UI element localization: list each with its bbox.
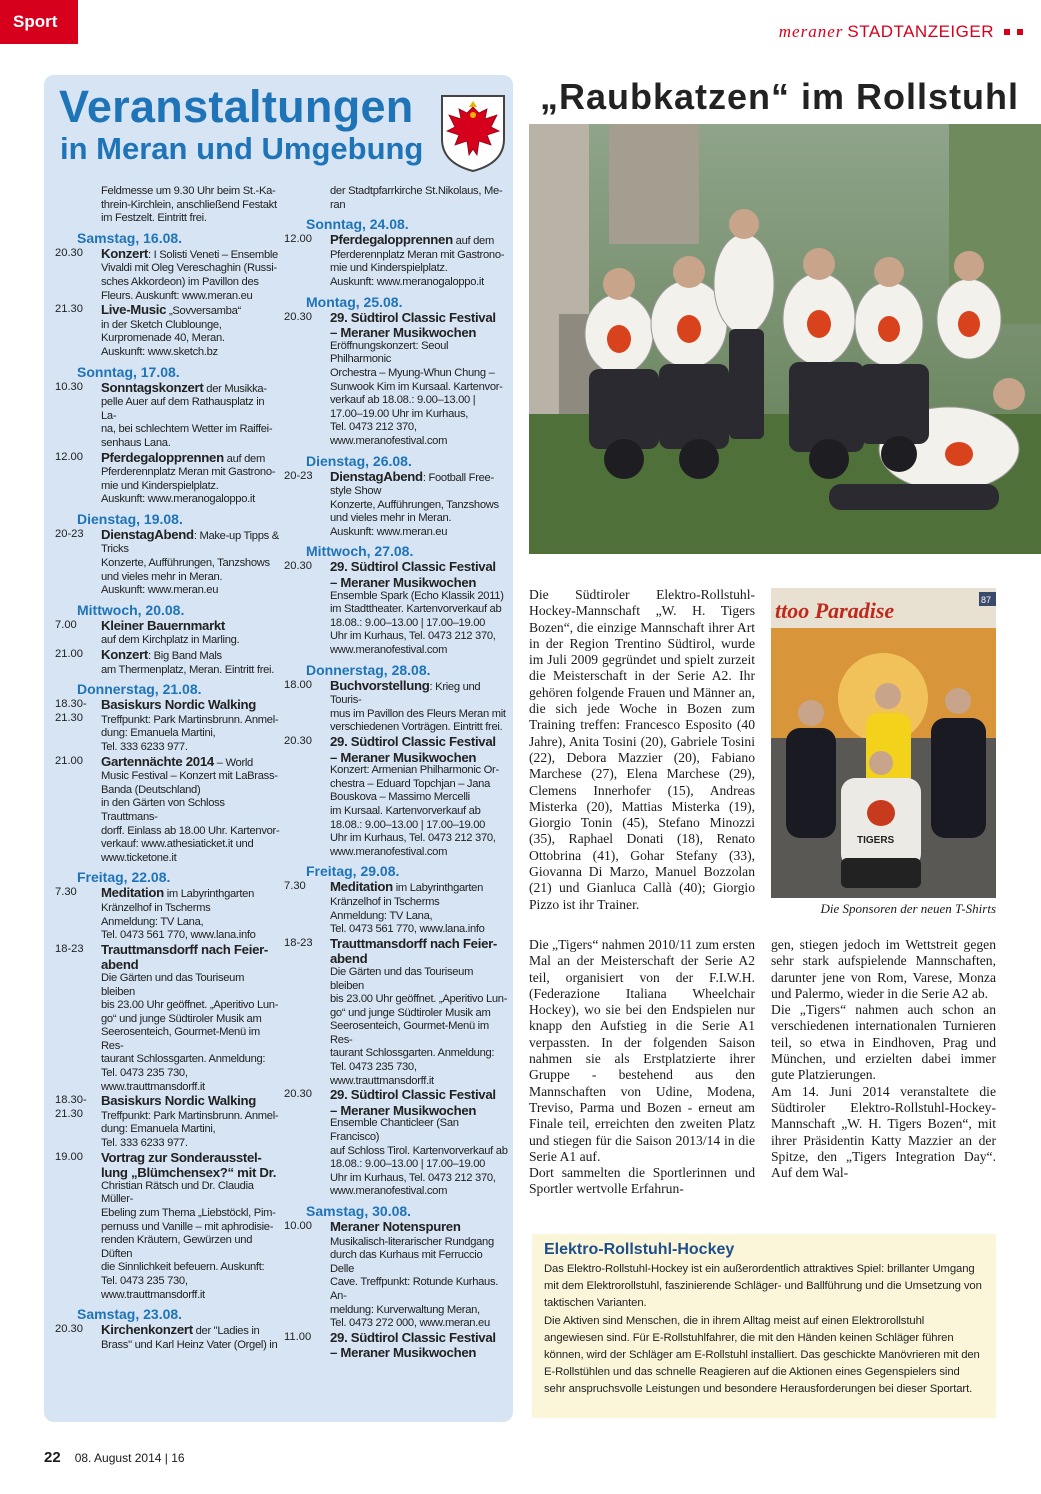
event-text-line: www.meranofestival.com: [330, 434, 448, 447]
house-number: 87: [981, 595, 992, 605]
event-time: 20-23: [55, 527, 84, 540]
masthead-title: STADTANZEIGER: [847, 22, 994, 41]
event-text-line: Tel. 0473 561 770, www.lana.info: [101, 929, 256, 942]
event-date-heading: Mittwoch, 20.08.: [77, 601, 185, 618]
event-text-line: go“ und junge Südtiroler Musik am: [330, 1006, 491, 1019]
event-text-line: Tel. 333 6233 977.: [101, 1137, 188, 1150]
event-title-line: [330, 470, 509, 486]
event-title-line: [101, 528, 280, 544]
event-title: Vortrag zur Sonderausstel-: [101, 1149, 262, 1165]
event-text-line: Auskunft: www.meran.eu: [101, 584, 219, 597]
article-title: „Raubkatzen“ im Rollstuhl: [540, 76, 1020, 117]
event-text-line: am Thermenplatz, Meran. Eintritt frei.: [101, 663, 275, 676]
event-text-line: www.ticketone.it: [101, 851, 177, 864]
square-icon: [1017, 29, 1023, 35]
event-text-line: Musikalisch-literarischer Rundgang: [330, 1235, 494, 1248]
event-text-line: die Sinnlichkeit befeuern. Auskunft:: [101, 1261, 265, 1274]
event-title: 29. Südtirol Classic Festival: [330, 559, 496, 575]
event-entry: [55, 451, 280, 507]
section-label: Sport: [13, 12, 58, 31]
event-title-line: [330, 1220, 509, 1236]
event-title-line: [330, 735, 509, 751]
event-text-line: Brass" und Karl Heinz Vater (Orgel) in: [101, 1338, 278, 1351]
event-title-line: [330, 679, 509, 708]
event-body: [330, 1088, 509, 1199]
event-body: [101, 886, 280, 942]
event-title: Meditation: [330, 879, 393, 895]
event-title-line: [101, 247, 280, 263]
event-text-line: Feldmesse um 9.30 Uhr beim St.-Ka-: [101, 185, 276, 197]
page-footer: [44, 1449, 185, 1466]
square-icon: [1004, 29, 1010, 35]
event-date-heading: Samstag, 16.08.: [77, 229, 183, 246]
event-body: [101, 247, 280, 303]
event-text-line: na, bei schlechtem Wetter im Raiffei-: [101, 423, 273, 436]
event-title: Pferdegalopprennen: [101, 449, 224, 465]
event-time: 21.00: [55, 648, 83, 661]
event-text-line: in der Sketch Clublounge,: [101, 318, 222, 331]
event-text-line: verkauf: www.athesiaticket.it und: [101, 838, 254, 851]
event-time: 11.00: [284, 1330, 312, 1343]
article-text-col2: [771, 937, 996, 1181]
event-time: 7.30: [55, 886, 77, 899]
event-text-line: chestra – Eduard Topchjan – Jana: [330, 777, 490, 790]
event-date-heading: Freitag, 22.08.: [77, 869, 171, 886]
event-text-line: : Make-up Tipps &: [193, 529, 279, 542]
event-title-line: [101, 1094, 280, 1110]
event-title: 29. Südtirol Classic Festival: [330, 1087, 496, 1103]
info-box-paragraph: Das Elektro-Rollstuhl-Hockey ist ein außerordentlich attraktives Spiel: brillanter Umgang mit dem Elektrorollstuhl, faszinierende Schläger- und Ballführung und die Umsetzung von taktischen Varianten.: [544, 1263, 982, 1310]
shirt-text: TIGERS: [857, 835, 895, 846]
event-entry: [55, 619, 280, 648]
event-time: 18-23: [55, 942, 84, 955]
event-text-line: Kränzelhof in Tscherms: [101, 901, 211, 914]
event-title: 29. Südtirol Classic Festival: [330, 734, 496, 749]
events-column-2: [284, 185, 509, 1360]
event-entry: [284, 735, 509, 859]
event-text-line: renden Kräutern, Gewürzen und Düften: [101, 1234, 253, 1260]
article-text-col1b: [529, 937, 755, 1198]
event-text-line: www.trauttmansdorff.it: [330, 1074, 434, 1087]
event-time: 20.30: [284, 310, 312, 323]
event-body: [330, 1331, 509, 1360]
event-text-line: Konzerte, Aufführungen, Tanzshows: [330, 498, 499, 511]
event-text-line: – World: [213, 756, 253, 769]
event-text-line: der Musikka-: [203, 382, 267, 395]
event-title: Pferdegalopprennen: [330, 232, 453, 248]
sponsors-photo: [771, 588, 996, 898]
event-title-line: [330, 1088, 509, 1104]
event-text-line: abend: [101, 957, 139, 973]
event-text-line: threin-Kirchlein, anschließend Festakt: [101, 198, 277, 211]
event-title-line: [330, 233, 509, 249]
event-text-line: abend: [330, 951, 368, 967]
article-paragraph: Am 14. Juni 2014 veranstaltete die Südtiroler Elektro-Rollstuhl-Hockey-Mannschaft „W. H. Tigers Bozen“, mit ihrer Präsidentin Katty Mazzier an der Spitze, den „Tigers Integration Day“. Auf dem Wal-: [771, 1083, 996, 1181]
event-text-line: Kurpromenade 40, Meran.: [101, 332, 225, 345]
event-text-line: mus im Pavillon des Fleurs Meran mit: [330, 707, 506, 720]
event-title-line: [101, 381, 280, 397]
event-body: [101, 303, 280, 359]
event-entry: [55, 528, 280, 598]
event-text-line: – Meraner Musikwochen: [330, 325, 477, 341]
event-title: DienstagAbend: [101, 526, 194, 542]
event-text-line: Kränzelhof in Tscherms: [330, 895, 440, 908]
event-text-line: im Festzelt. Eintritt frei.: [101, 212, 207, 225]
event-text-line: pernuss und Vanille – mit aphrodisie-: [101, 1220, 274, 1233]
event-time: 7.00: [55, 618, 77, 631]
event-entry: [55, 247, 280, 303]
event-entry: [55, 1323, 280, 1352]
event-text-line: Tel. 333 6233 977.: [101, 741, 188, 753]
event-title-line: [101, 451, 280, 467]
event-time: 12.00: [284, 233, 312, 246]
event-title: Meraner Notenspuren: [330, 1219, 461, 1234]
event-text-line: Konzerte, Aufführungen, Tanzshows: [101, 557, 270, 570]
events-panel: [44, 75, 513, 1422]
event-time: 12.00: [55, 450, 83, 463]
event-text-line: www.meranofestival.com: [330, 845, 448, 858]
event-date-heading: Sonntag, 17.08.: [77, 363, 180, 380]
event-time: 20.30: [284, 560, 312, 573]
event-text-line: Bouskova – Massimo Mercelli: [330, 791, 470, 804]
article-paragraph: gen, stiegen jedoch im Wettstreit gegen sehr stark aufspielende Mannschaften, darunter jene von Rom, Varese, Monza und Palermo, wieder in die Serie A2 ab.: [771, 937, 996, 1001]
event-text-line: „Sovversamba“: [166, 305, 241, 318]
event-text-line: dung: Emanuela Martini,: [101, 1123, 216, 1136]
event-text-line: dung: Emanuela Martini,: [101, 727, 216, 740]
event-body: [101, 1151, 280, 1303]
info-box: [532, 1234, 996, 1418]
shop-sign-text: ttoo Paradise: [775, 598, 895, 623]
event-body: [101, 619, 280, 648]
event-entry: [284, 1331, 509, 1360]
event-entry: [55, 698, 280, 754]
event-title: 29. Südtirol Classic Festival: [330, 309, 496, 325]
event-title: Kleiner Bauernmarkt: [101, 617, 226, 633]
event-text-line: : Krieg und Touris-: [330, 680, 481, 707]
event-body: [330, 560, 509, 657]
event-title-line: [330, 560, 509, 576]
event-title-line: [101, 619, 280, 635]
info-box-title: Elektro-Rollstuhl-Hockey: [544, 1241, 735, 1258]
photo-caption: Die Sponsoren der neuen T-Shirts: [820, 901, 996, 916]
event-text-line: Tel. 0473 272 000, www.meran.eu: [330, 1317, 490, 1330]
event-title: Meditation: [101, 885, 164, 901]
event-title: Gartennächte 2014: [101, 753, 214, 769]
event-title: Trauttmansdorff nach Feier-: [330, 935, 498, 951]
event-title: Trauttmansdorff nach Feier-: [101, 941, 269, 957]
masthead: [779, 22, 1023, 42]
event-body: [101, 1323, 280, 1352]
event-entry: [55, 381, 280, 451]
event-entry: [284, 311, 509, 449]
event-text-line: Auskunft: www.sketch.bz: [101, 345, 218, 358]
event-title: Basiskurs Nordic Walking: [101, 1093, 257, 1109]
event-text-line: www.meranofestival.com: [330, 644, 448, 657]
event-date-heading: Donnerstag, 28.08.: [306, 661, 431, 678]
event-body: [330, 311, 509, 449]
page-number: 22: [44, 1449, 61, 1466]
event-text-line: 17.00–19.00 Uhr im Kurhaus,: [330, 407, 469, 420]
event-text-line: – Meraner Musikwochen: [330, 575, 477, 591]
article-text-col1a: [529, 587, 755, 913]
event-date-heading: Samstag, 23.08.: [77, 1306, 183, 1323]
event-text-line: pelle Auer auf dem Rathausplatz in La-: [101, 396, 265, 422]
event-text-line: : Big Band Mals: [148, 650, 222, 663]
event-body: [330, 1220, 509, 1331]
event-text-line: Ensemble Chanticleer (San Francisco): [330, 1117, 459, 1144]
event-text-line: im Kursaal. Kartenvorverkauf ab: [330, 804, 481, 817]
event-title: Konzert: [101, 647, 148, 663]
event-body: [101, 381, 280, 451]
event-title-line: [101, 1323, 280, 1339]
event-text-line: : I Solisti Veneti – Ensemble: [148, 248, 278, 261]
event-time: 20.30: [55, 246, 83, 259]
event-text-line: dorff. Einlass ab 18.00 Uhr. Kartenvor-: [101, 824, 280, 837]
event-text-line: Pferderennplatz Meran mit Gastrono-: [101, 466, 276, 479]
event-entry: [55, 648, 280, 677]
event-text-line: Uhr im Kurhaus, Tel. 0473 212 370,: [330, 630, 496, 643]
event-time: 20.30: [284, 1088, 312, 1101]
event-text-line: im Labyrinthgarten: [392, 882, 484, 895]
event-text-line: senhaus Lana.: [101, 436, 171, 449]
event-time: 21.00: [55, 754, 83, 767]
event-time: 20.30: [284, 735, 312, 747]
event-text-line: Treffpunkt: Park Martinsbrunn. Anmel-: [101, 1109, 279, 1122]
event-date-heading: Dienstag, 26.08.: [306, 452, 412, 469]
event-title-line: [101, 886, 280, 902]
event-title: Buchvorstellung: [330, 677, 430, 693]
event-body: [101, 528, 280, 598]
event-title: Konzert: [101, 245, 148, 261]
events-column-1: [55, 185, 280, 1352]
event-text-line: taurant Schlossgarten. Anmeldung:: [101, 1053, 266, 1066]
event-text-line: auf dem: [452, 235, 494, 248]
event-title-line: [330, 1331, 509, 1347]
event-text-line: und vieles mehr in Meran.: [330, 512, 452, 525]
event-time: 18.30-21.30: [55, 1094, 87, 1120]
event-text-line: in den Gärten von Schloss Trauttmans-: [101, 797, 225, 823]
event-text-line: verschiedenen Vorträgen. Eintritt frei.: [330, 721, 503, 734]
event-body: [330, 937, 509, 1089]
event-text-line: 18.08.: 9.00–13.00 | 17.00–19.00: [330, 1158, 486, 1171]
event-title-line: [330, 311, 509, 327]
event-text-line: 18.08.: 9.00–13.00 | 17.00–19.00: [330, 616, 486, 629]
event-text-line: Tel. 0473 561 770, www.lana.info: [330, 923, 485, 936]
event-text-line: bis 23.00 Uhr geöffnet. „Aperitivo Lun-: [101, 999, 279, 1012]
event-title: 29. Südtirol Classic Festival: [330, 1329, 496, 1345]
event-text-line: Music Festival – Konzert mit LaBrass-: [101, 770, 278, 783]
event-text-line: Seerosenteich, Gourmet-Menü im Res-: [330, 1020, 489, 1046]
events-title: Veranstaltungen: [59, 81, 414, 132]
event-text-line: Die Gärten und das Touriseum bleiben: [330, 965, 474, 992]
event-text-line: Orchestra – Myung-Whun Chung –: [330, 366, 495, 379]
event-text-line: Seerosenteich, Gourmet-Menü im Res-: [101, 1026, 260, 1052]
event-body: [330, 470, 509, 540]
event-text-line: ran: [330, 198, 346, 211]
event-time: 20.30: [55, 1323, 83, 1336]
tyrol-eagle-crest-icon: [439, 93, 507, 173]
article-paragraph: Die „Tigers“ nahmen 2010/11 zum ersten Mal an der Meisterschaft der Serie A2 teil, organisiert von der F.I.W.H. (Federazione Italiana Wheelchair Hockey), wo sie bei den Endspielen nur knapp den Aufstieg in die Serie A1 verpassten. In der folgenden Saison nahmen sie als Erstplatzierte ihrer Gruppe - bestehend aus den Mannschaften von Udine, Modena, Treviso, Parma und Bozen - erneut am Finale teil, erreichten den zweiten Platz und stiegen für die Saison 2013/14 in die Serie A1 auf.: [529, 937, 755, 1164]
event-body: [101, 648, 280, 677]
event-body: [101, 1094, 280, 1150]
event-entry: [284, 470, 509, 540]
event-body: [330, 735, 509, 859]
event-body: [101, 451, 280, 507]
event-text-line: sches Akkordeon) im Pavillon des: [101, 275, 259, 288]
event-title: Kirchenkonzert: [101, 1322, 193, 1338]
issue-date: 08. August 2014 | 16: [74, 1451, 185, 1465]
event-title-line: [101, 943, 280, 959]
event-text-line: go“ und junge Südtiroler Musik am: [101, 1012, 262, 1025]
event-body: [101, 943, 280, 1095]
event-text-line: im Labyrinthgarten: [163, 888, 255, 901]
event-title: Basiskurs Nordic Walking: [101, 697, 257, 713]
event-date-heading: Samstag, 30.08.: [306, 1203, 412, 1219]
event-entry: [284, 1220, 509, 1331]
event-text-line: mie und Kinderspielplatz.: [330, 262, 448, 275]
event-text-line: 18.08.: 9.00–13.00 | 17.00–19.00: [330, 818, 486, 831]
team-photo: [529, 124, 1041, 554]
event-body: [101, 698, 280, 754]
event-text-line: Auskunft: www.meranogaloppo.it: [101, 493, 255, 506]
event-text-line: Tel. 0473 235 730,: [101, 1274, 188, 1287]
event-time: 18-23: [284, 936, 313, 949]
event-date-heading: Dienstag, 19.08.: [77, 510, 183, 527]
event-title: Sonntagskonzert: [101, 379, 204, 395]
event-text-line: Christian Rätsch und Dr. Claudia Müller-: [101, 1179, 254, 1206]
event-text-line: im Stadttheater. Kartenvorverkauf ab: [330, 603, 502, 616]
event-text-line: Ensemble Spark (Echo Klassik 2011): [330, 589, 504, 602]
event-title: Live-Music: [101, 302, 167, 318]
event-title-line: [101, 755, 280, 771]
event-text-line: Auskunft: www.meranogaloppo.it: [330, 275, 484, 288]
event-text-line: Fleurs. Auskunft: www.meran.eu: [101, 289, 253, 302]
event-text-line: – Meraner Musikwochen: [330, 1345, 477, 1361]
event-text-line: Tel. 0473 235 730,: [101, 1067, 188, 1080]
event-text-line: www.meranofestival.com: [330, 1185, 448, 1198]
event-title-line: [101, 303, 280, 319]
event-text-line: www.trauttmansdorff.it: [101, 1080, 205, 1093]
event-text-line: www.trauttmansdorff.it: [101, 1288, 205, 1301]
event-date-heading: Sonntag, 24.08.: [306, 216, 409, 233]
event-entry: [284, 880, 509, 936]
event-body: [330, 880, 509, 936]
event-text-line: Anmeldung: TV Lana,: [330, 909, 433, 922]
event-text-line: bis 23.00 Uhr geöffnet. „Aperitivo Lun-: [330, 993, 508, 1006]
event-title: DienstagAbend: [330, 468, 423, 484]
event-text-line: und vieles mehr in Meran.: [101, 570, 223, 583]
event-text-line: mie und Kinderspielplatz.: [101, 479, 219, 492]
event-text-line: Vivaldi mit Oleg Vereschaghin (Russi-: [101, 262, 277, 275]
masthead-brand: meraner: [778, 22, 844, 41]
event-text-line: Uhr im Kurhaus, Tel. 0473 212 370,: [330, 1171, 496, 1184]
event-text-line: Cave. Treffpunkt: Rotunde Kurhaus. An-: [330, 1276, 499, 1302]
event-entry: [284, 679, 509, 735]
event-time: 20-23: [284, 469, 313, 482]
event-text-line: Ebeling zum Thema „Liebstöckl, Pim-: [101, 1207, 276, 1219]
event-title-line: [330, 880, 509, 896]
event-date-heading: Donnerstag, 21.08.: [77, 681, 202, 698]
event-entry: [284, 560, 509, 657]
event-text-line: : Football Free-: [422, 471, 494, 484]
event-entry: [55, 1094, 280, 1150]
article-paragraph: Dort sammelten die Sportlerinnen und Sportler wertvolle Erfahrun-: [529, 1165, 755, 1197]
event-text-line: Auskunft: www.meran.eu: [330, 525, 448, 538]
article-paragraph: Die Südtiroler Elektro-Rollstuhl-Hockey-Mannschaft „W. H. Tigers Bozen“, die einzige Mannschaft ihrer Art in der Region Trentino Südtirol, wurde im Juli 2009 gegründet und spielt zurzeit die Meisterschaft in der Serie A2. Ihr gehören folgende Frauen und Männer an, die sich jede Woche in Bozen zum Training treffen: Francesco Esposito (40 Jahre), Anita Tosini (20), Gabriele Tosini (22), Debora Mazzier (20), Fabiano Marchese (27), Elena Marchese (29), Clemens Innerhofer (15), Andreas Misterka (20), Mattias Misterka (19), Giorgio Tonin (45), Stefano Minozzi (35), Raphael Donati (18), Renato Ottobrina (41), Gohar Stefany (33), Giovanna Di Marzo, Manuel Bozzolan (21) und Gianluca Callà (40); Giorgio Pizzo ist ihr Trainer.: [529, 587, 755, 912]
event-text-line: Tel. 0473 212 370,: [330, 421, 417, 434]
event-text-line: – Meraner Musikwochen: [330, 1102, 477, 1118]
event-text-line: Pferderennplatz Meran mit Gastrono-: [330, 248, 505, 261]
event-time: 10.30: [55, 380, 83, 393]
event-date-heading: Freitag, 29.08.: [306, 863, 400, 880]
event-text-line: Die Gärten und das Touriseum bleiben: [101, 971, 245, 998]
event-body: [101, 755, 280, 866]
section-tab: [0, 0, 78, 44]
event-entry: [55, 886, 280, 942]
event-text-line: lung „Blümchensex?“ mit Dr.: [101, 1165, 277, 1181]
event-date-heading: Mittwoch, 27.08.: [306, 543, 414, 560]
event-title-line: [101, 1151, 280, 1167]
event-text-line: auf dem: [223, 452, 265, 465]
event-entry: [284, 233, 509, 289]
event-text-line: Tel. 0473 235 730,: [330, 1061, 417, 1074]
event-text-line: Anmeldung: TV Lana,: [101, 915, 204, 928]
info-box-paragraph: Die Aktiven sind Menschen, die in ihrem Alltag meist auf einen Elektrorollstuhl angewiesen sind. Für E-Rollstuhlfahrer, die mit den Händen keinen Schläger führen können, wird der Schläger am E-Rollstuhl installiert. Das geschickte Manövrieren mit den E-Rollstühlen und das schnelle Reagieren auf die Aktionen eines Gegenspielers sind sehr anspruchsvolle Leistungen und besondere Herausforderungen bei dieser Sportart.: [544, 1314, 980, 1396]
event-text-line: verkauf ab 18.08.: 9.00–13.00 |: [330, 394, 476, 407]
article-paragraph: Die „Tigers“ nahmen auch schon an verschiedenen internationalen Turnieren teil, so etwa in Eindhoven, Prag und München, und erzielten dabei immer gute Platzierungen.: [771, 1002, 996, 1083]
event-title-line: [101, 648, 280, 664]
event-text-line: Treffpunkt: Park Martinsbrunn. Anmel-: [101, 713, 279, 726]
event-text-line: – Meraner Musikwochen: [330, 749, 477, 765]
event-time: 18.00: [284, 678, 312, 691]
event-text-line: Sunwook Kim im Kursaal. Kartenvor-: [330, 380, 503, 393]
event-entry: [55, 303, 280, 359]
event-time: 10.00: [284, 1220, 312, 1232]
event-text-line: auf Schloss Tirol. Kartenvorverkauf ab: [330, 1144, 508, 1157]
event-entry: [55, 1151, 280, 1303]
event-text-line: der "Ladies in: [192, 1325, 260, 1338]
events-subtitle: in Meran und Umgebung: [60, 131, 424, 166]
event-title-line: [330, 937, 509, 953]
event-text-line: Eröffnungskonzert: Seoul Philharmonic: [330, 339, 449, 366]
event-text-line: style Show: [330, 485, 382, 498]
event-text-line: durch das Kurhaus mit Ferruccio Delle: [330, 1249, 483, 1275]
event-entry: [284, 937, 509, 1089]
event-text-line: der Stadtpfarrkirche St.Nikolaus, Me-: [330, 185, 503, 197]
event-entry: [55, 943, 280, 1095]
event-text-line: Banda (Deutschland): [101, 783, 201, 796]
event-text-line: taurant Schlossgarten. Anmeldung:: [330, 1047, 495, 1060]
event-text-line: meldung: Kurverwaltung Meran,: [330, 1303, 480, 1316]
event-title-line: [101, 698, 280, 714]
event-time: 18.30-21.30: [55, 698, 87, 724]
event-text-line: Konzert: Armenian Philharmonic Or-: [330, 764, 499, 777]
event-body: [330, 679, 509, 735]
event-entry: [55, 755, 280, 866]
event-date-heading: Montag, 25.08.: [306, 293, 403, 310]
event-text-line: Tricks: [101, 543, 129, 556]
event-time: 21.30: [55, 303, 83, 316]
event-text-line: Uhr im Kurhaus, Tel. 0473 212 370,: [330, 832, 496, 845]
event-entry: [284, 1088, 509, 1199]
event-body: [330, 233, 509, 289]
event-time: 7.30: [284, 880, 306, 893]
event-time: 19.00: [55, 1150, 83, 1163]
event-text-line: auf dem Kirchplatz in Marling.: [101, 634, 240, 647]
